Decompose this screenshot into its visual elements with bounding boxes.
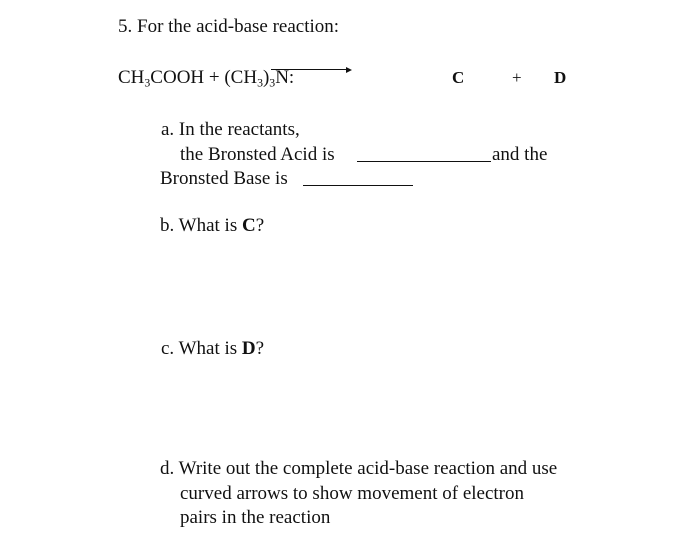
reactant-paren: )	[262, 67, 270, 88]
reactant-ch-text: CH	[118, 67, 145, 88]
part-a-line1: a. In the reactants,	[161, 119, 300, 140]
part-b-bold-c: C	[241, 215, 256, 236]
part-d-line3: pairs in the reaction	[180, 507, 331, 528]
reactant-cooh-text: COOH + (CH	[150, 67, 258, 88]
part-a-line3: Bronsted Base is	[160, 168, 288, 189]
part-d-line1: d. Write out the complete acid-base reaction and use	[160, 458, 558, 479]
part-c-suffix: ?	[255, 338, 265, 359]
part-a-line2: the Bronsted Acid is	[180, 144, 335, 165]
reaction-reactants	[118, 67, 295, 90]
plus-sign: +	[512, 68, 522, 87]
part-d-line2: curved arrows to show movement of electron	[180, 483, 525, 504]
reaction-arrow-head-icon	[346, 67, 352, 73]
reactant-ch3-sub: 3	[257, 76, 263, 90]
part-b-question	[160, 216, 264, 235]
reactant-sub-3: 3	[144, 76, 151, 90]
reactant-n-sub: 3	[269, 76, 276, 90]
question-title: 5. For the acid-base reaction:	[118, 16, 340, 37]
part-b-suffix: ?	[255, 215, 265, 236]
product-c: C	[452, 68, 465, 87]
part-a-and-the: and the	[492, 144, 548, 165]
reactant-n-atom: N:	[275, 67, 295, 88]
product-d: D	[554, 68, 567, 87]
bronsted-acid-blank[interactable]	[357, 161, 491, 162]
bronsted-base-blank[interactable]	[303, 185, 413, 186]
part-c-bold-d: D	[241, 338, 256, 359]
part-b-prefix: b. What is	[160, 215, 242, 236]
part-c-prefix: c. What is	[161, 338, 242, 359]
part-c-question	[161, 339, 264, 358]
reaction-arrow-line	[271, 69, 347, 70]
